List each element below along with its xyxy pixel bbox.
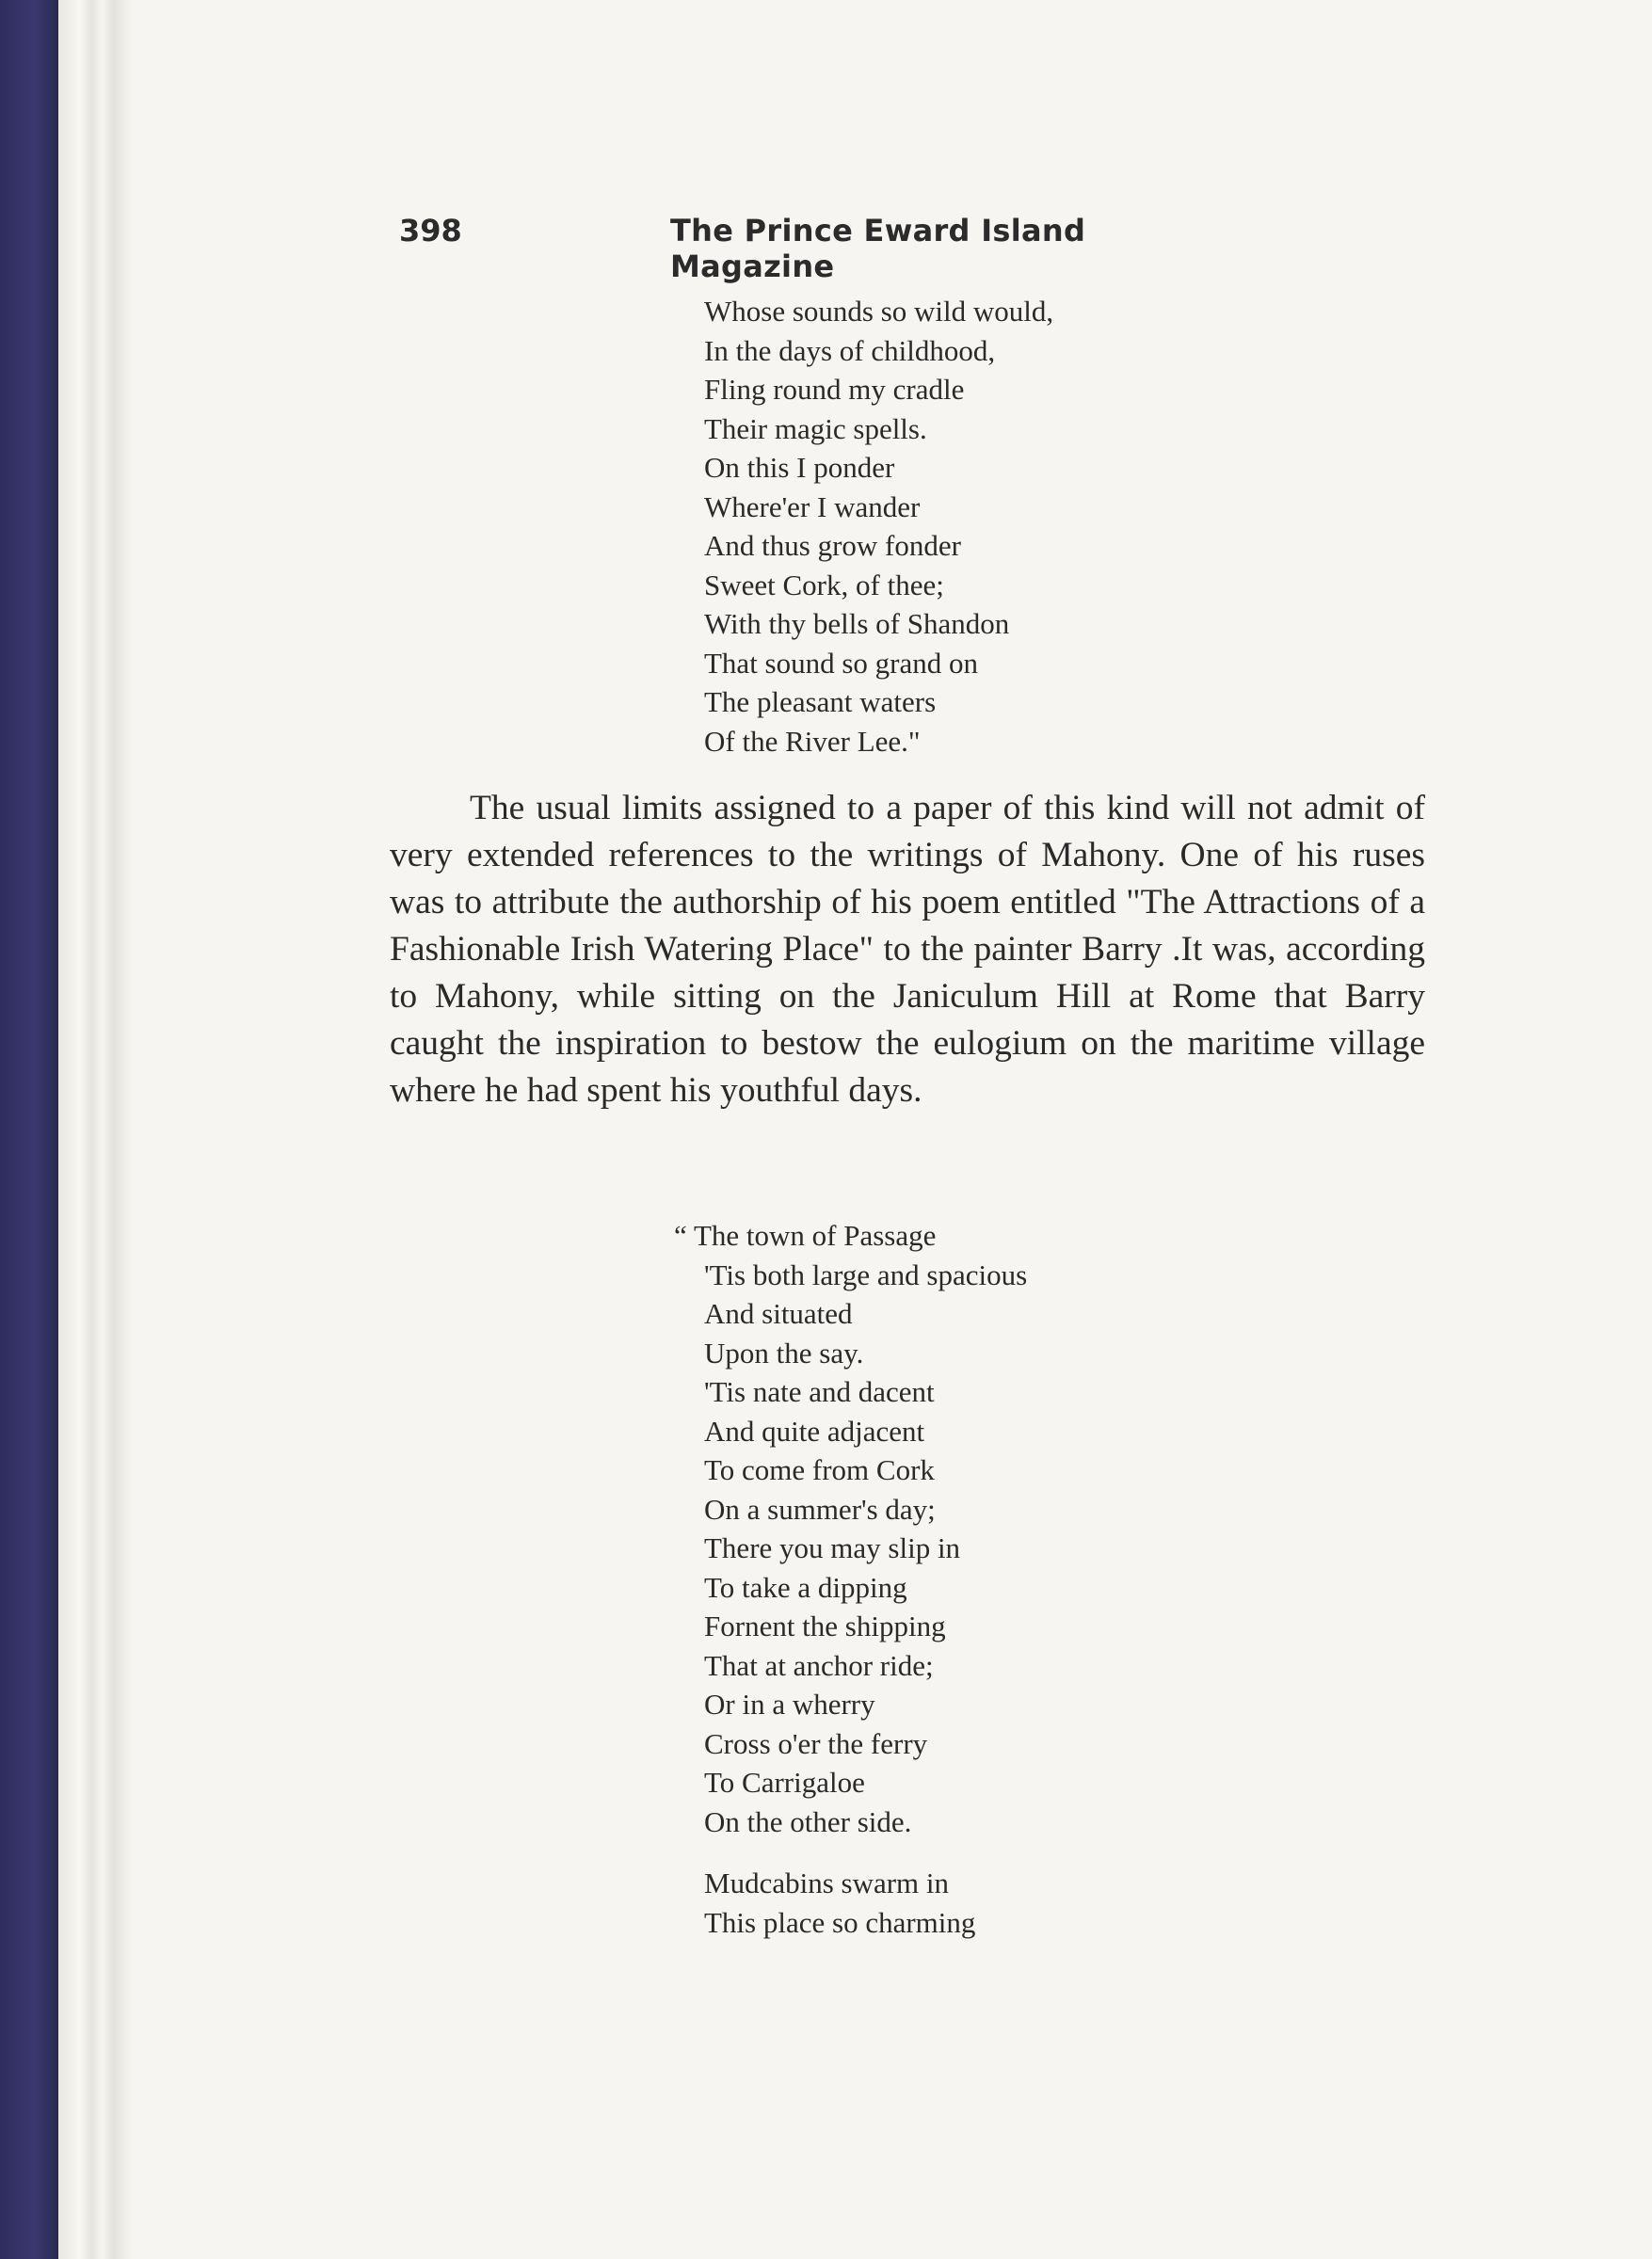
verse-line: And thus grow fonder: [704, 529, 961, 562]
verse-block-bottom: [674, 1216, 1027, 1942]
verse-line: And situated: [704, 1297, 853, 1330]
page-number: 398: [399, 213, 462, 248]
verse-line: Of the River Lee.": [704, 724, 921, 758]
stanza-break: [674, 1841, 1027, 1864]
page-header: [399, 213, 1246, 284]
verse-line: That at anchor ride;: [704, 1648, 934, 1682]
verse-line: Where'er I wander: [704, 489, 921, 523]
verse-line: Sweet Cork, of thee;: [704, 568, 944, 601]
verse-line: To Carrigaloe: [704, 1766, 865, 1799]
verse-line: With thy bells of Shandon: [704, 607, 1010, 640]
verse-line: In the days of childhood,: [704, 333, 996, 367]
verse-line: “ The town of Passage: [674, 1219, 937, 1252]
verse-line: To take a dipping: [704, 1570, 907, 1604]
book-spine: [0, 0, 58, 2259]
verse-line: On this I ponder: [704, 451, 895, 484]
verse-line: To come from Cork: [704, 1453, 935, 1486]
verse-line: Upon the say.: [704, 1336, 864, 1370]
verse-line: This place so charming: [704, 1905, 976, 1939]
verse-line: 'Tis nate and dacent: [704, 1375, 935, 1408]
verse-line: 'Tis both large and spacious: [704, 1258, 1028, 1291]
verse-line: Or in a wherry: [704, 1688, 875, 1721]
verse-line: That sound so grand on: [704, 646, 979, 680]
page-edges: [58, 0, 132, 2259]
verse-line: There you may slip in: [704, 1531, 961, 1564]
verse-line: On the other side.: [704, 1804, 912, 1838]
verse-line: Cross o'er the ferry: [704, 1726, 928, 1760]
verse-line: On a summer's day;: [704, 1492, 936, 1526]
verse-line: Fornent the shipping: [704, 1610, 946, 1642]
verse-line: Fling round my cradle: [704, 373, 965, 406]
verse-line: Their magic spells.: [704, 411, 927, 445]
running-title: The Prince Eward Island Magazine: [670, 213, 1086, 284]
verse-line: And quite adjacent: [704, 1414, 925, 1448]
body-paragraph: The usual limits assigned to a paper of this kind will not admit of very extended references to the writings of Mahony. One of his ruses was to attribute the authorship of his poem entitled "The Attractions of a Fashionable Irish Watering Place" to the painter Barry .It was, according to Mahony, while sitting on the Janiculum Hill at Rome that Barry caught the inspiration to bestow the eulogium on the maritime village where he had spent his youthful days.: [390, 789, 1425, 1110]
verse-line: Whose sounds so wild would,: [704, 295, 1054, 328]
verse-line: Mudcabins swarm in: [704, 1866, 950, 1899]
verse-line: The pleasant waters: [704, 685, 937, 718]
verse-block-top: [704, 292, 1053, 761]
